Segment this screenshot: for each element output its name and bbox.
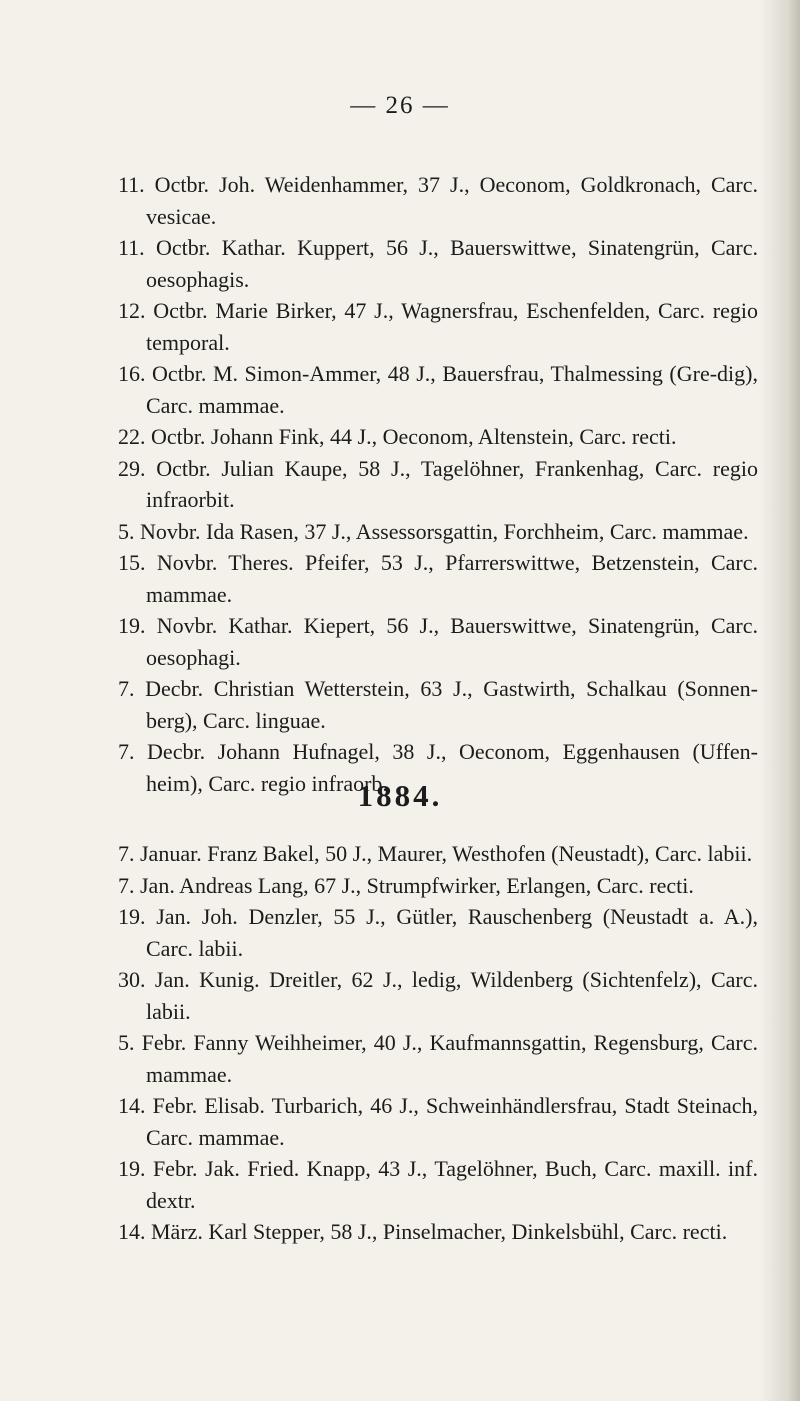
entries-1884-block: [118, 838, 758, 1248]
entry: 14. Febr. Elisab. Turbarich, 46 J., Schweinhändlersfrau, Stadt Steinach, Carc. mammae.: [118, 1093, 758, 1150]
entry: 14. März. Karl Stepper, 58 J., Pinselmacher, Dinkelsbühl, Carc. recti.: [118, 1219, 728, 1244]
entry: 5. Novbr. Ida Rasen, 37 J., Assessorsgattin, Forchheim, Carc. mammae.: [118, 518, 749, 544]
entry: 7. Decbr. Johann Hufnagel, 38 J., Oeconom, Eggenhausen (Uffen-heim), Carc. regio infraorb.: [118, 739, 758, 796]
entry: 30. Jan. Kunig. Dreitler, 62 J., ledig, Wildenberg (Sichtenfelz), Carc. labii.: [118, 967, 758, 1024]
entry: 19. Novbr. Kathar. Kiepert, 56 J., Bauerswittwe, Sinatengrün, Carc. oesophagi.: [118, 613, 758, 670]
entry: 7. Jan. Andreas Lang, 67 J., Strumpfwirker, Erlangen, Carc. recti.: [118, 872, 694, 898]
entry: 7. Januar. Franz Bakel, 50 J., Maurer, Westhofen (Neustadt), Carc. labii.: [118, 841, 753, 866]
entry: 16. Octbr. M. Simon-Ammer, 48 J., Bauersfrau, Thalmessing (Gre-dig), Carc. mammae.: [118, 361, 758, 418]
page-number: — 26 —: [350, 92, 450, 119]
entry: 19. Febr. Jak. Fried. Knapp, 43 J., Tagelöhner, Buch, Carc. maxill. inf. dextr.: [118, 1156, 758, 1213]
entry: 19. Jan. Joh. Denzler, 55 J., Gütler, Rauschenberg (Neustadt a. A.), Carc. labii.: [118, 904, 758, 961]
entry: 29. Octbr. Julian Kaupe, 58 J., Tagelöhner, Frankenhag, Carc. regio infraorbit.: [118, 455, 758, 512]
page-edge-shadow: [760, 0, 800, 1401]
year-heading: 1884.: [357, 778, 443, 813]
entries-1883-block: [118, 169, 758, 799]
entry: 7. Decbr. Christian Wetterstein, 63 J., Gastwirth, Schalkau (Sonnen-berg), Carc. linguae.: [118, 676, 758, 733]
entry: 15. Novbr. Theres. Pfeifer, 53 J., Pfarrerswittwe, Betzenstein, Carc. mammae.: [118, 550, 758, 607]
entry: 12. Octbr. Marie Birker, 47 J., Wagnersfrau, Eschenfelden, Carc. regio temporal.: [118, 298, 758, 355]
entry: 5. Febr. Fanny Weihheimer, 40 J., Kaufmannsgattin, Regensburg, Carc. mammae.: [118, 1030, 758, 1087]
entry: 11. Octbr. Joh. Weidenhammer, 37 J., Oeconom, Goldkronach, Carc. vesicae.: [118, 172, 758, 229]
entry: 22. Octbr. Johann Fink, 44 J., Oeconom, Altenstein, Carc. recti.: [118, 424, 677, 449]
entry: 11. Octbr. Kathar. Kuppert, 56 J., Bauerswittwe, Sinatengrün, Carc. oesophagis.: [118, 235, 758, 292]
